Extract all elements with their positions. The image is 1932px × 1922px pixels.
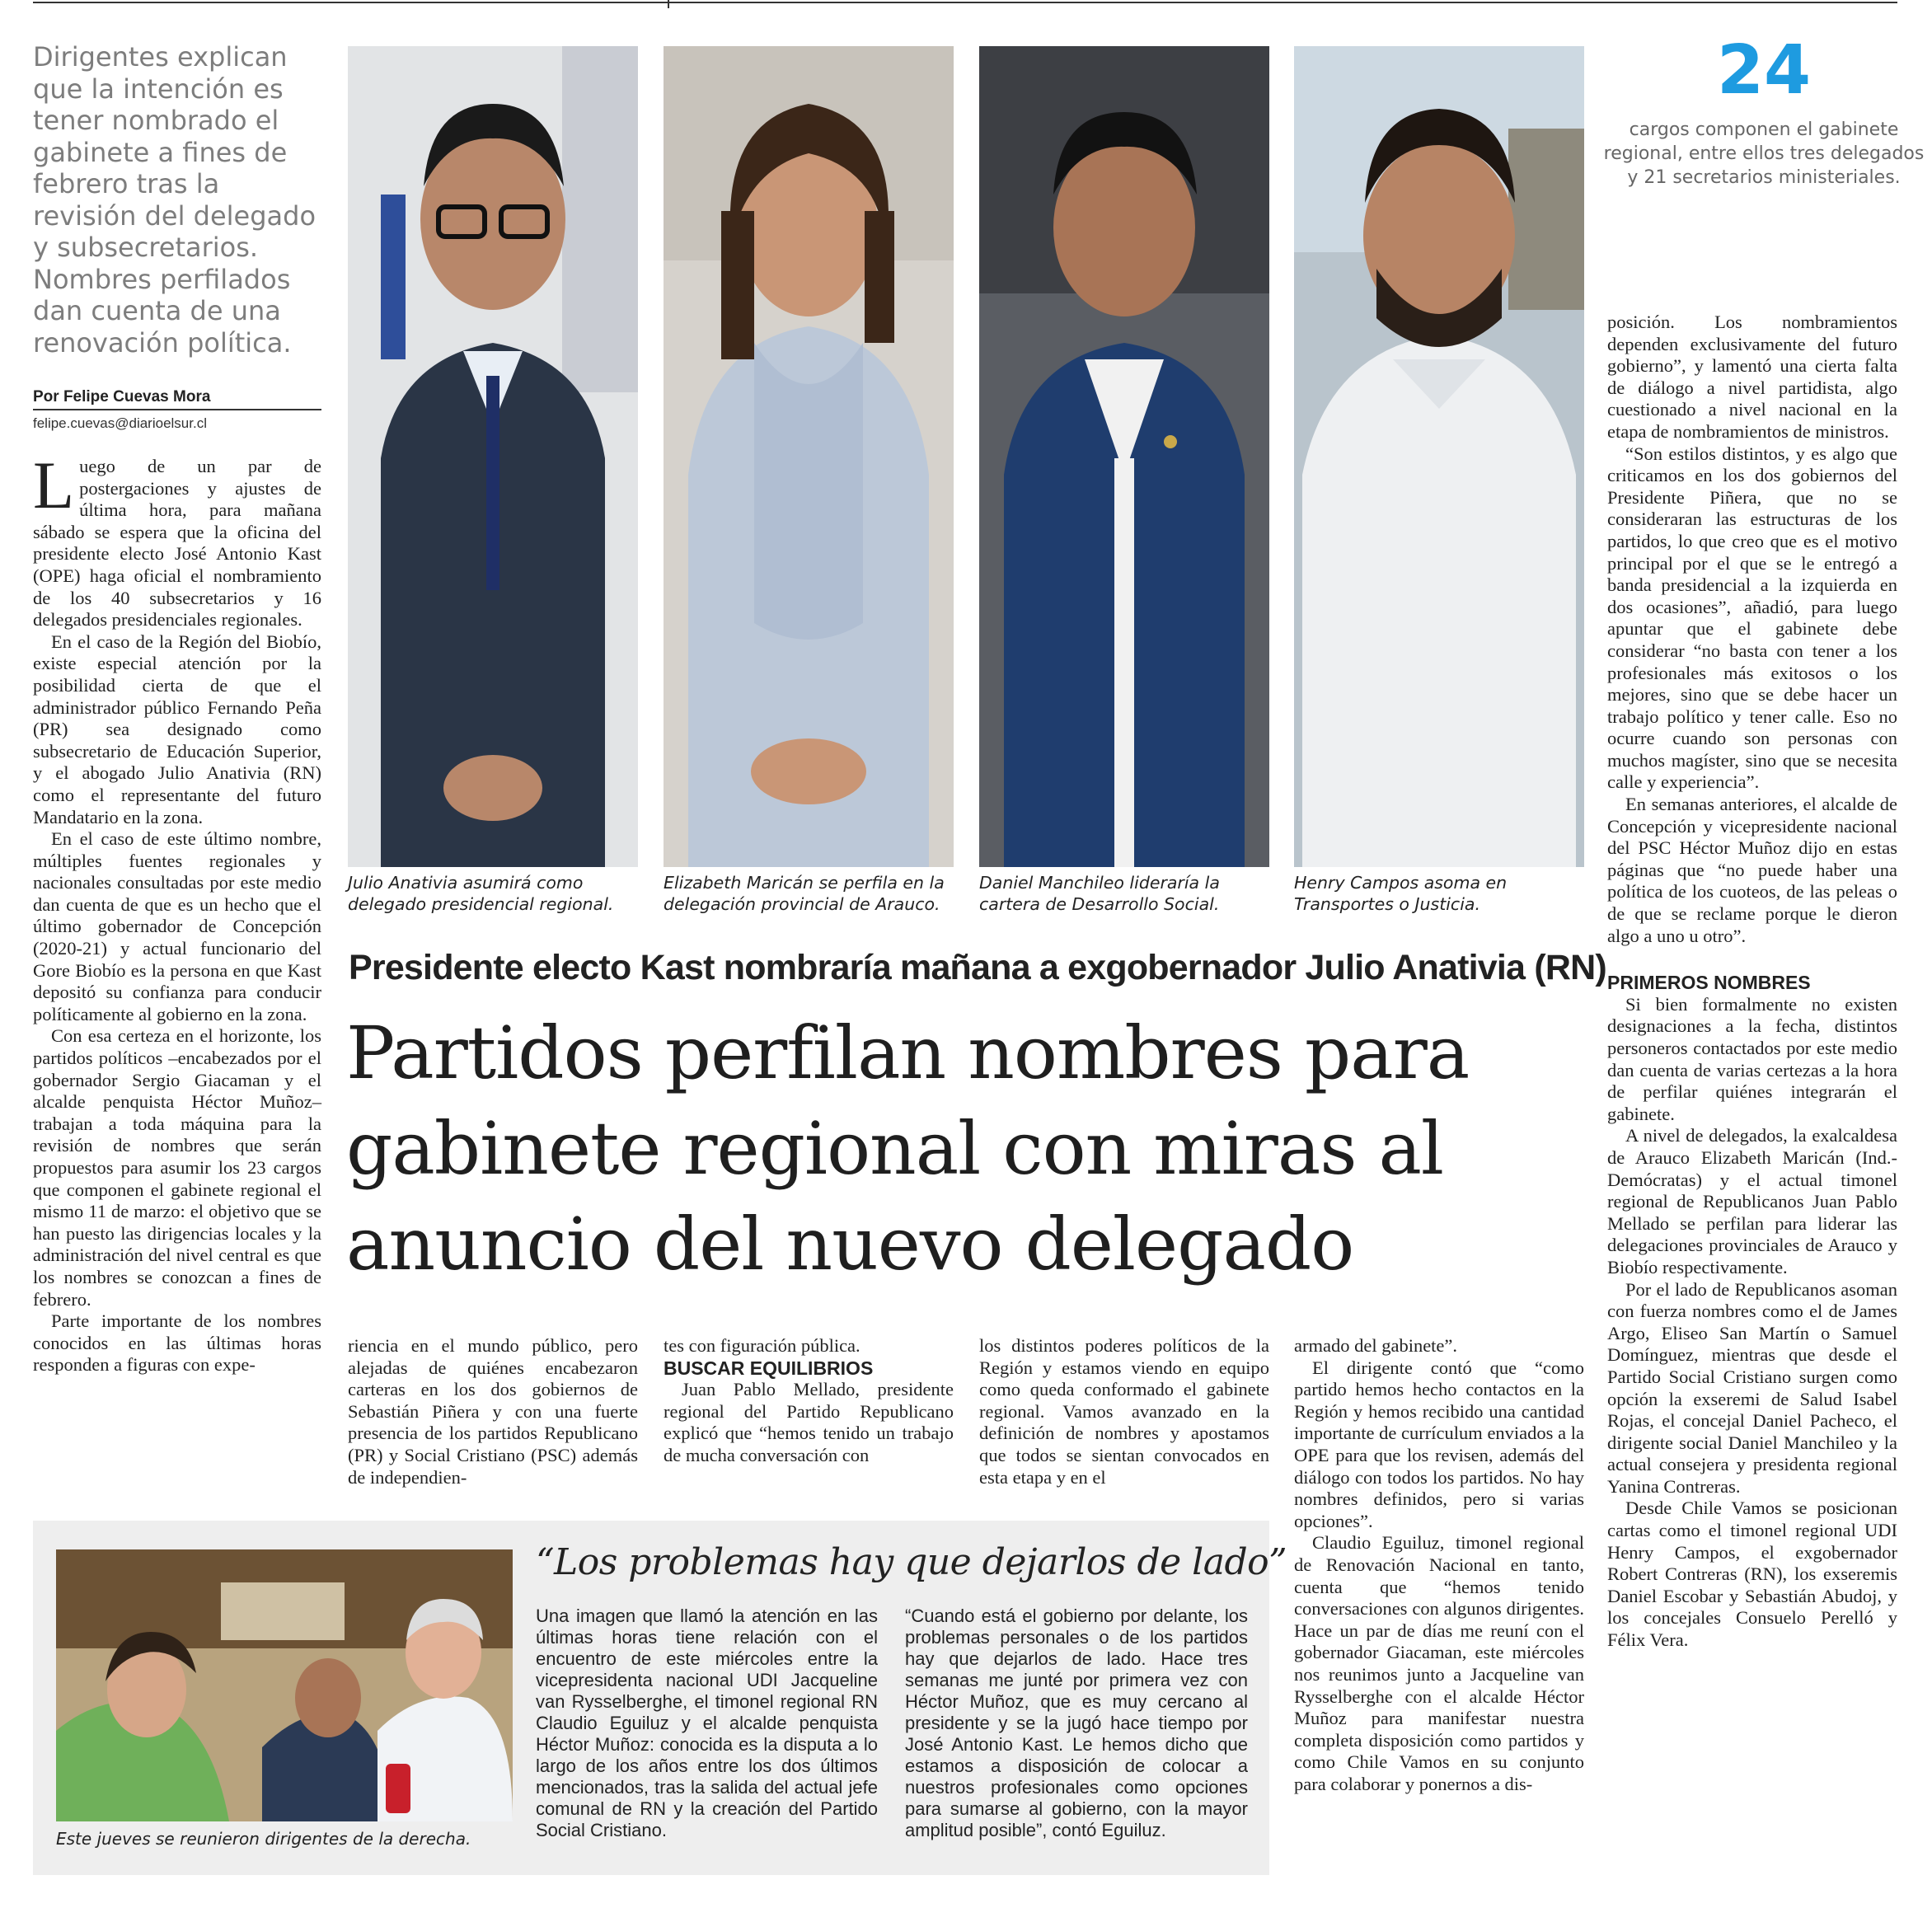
- top-rule: [33, 2, 1897, 3]
- article-dek: Dirigentes explican que la intención es tener nombrado el gabinete a fines de febrero tras la revisión del delegado y subsecretarios. Nombres perfilados dan cuenta de una renovación política.: [33, 41, 317, 359]
- photo-meeting-leaders: [56, 1549, 513, 1821]
- article-column-4: [979, 1335, 1269, 1488]
- paragraph: A nivel de delegados, la exalcaldesa de Arauco Elizabeth Maricán (Ind.-Demócratas) y el actual timonel regional de Republicanos Juan Pablo Mellado se perfilan para liderar las delegaciones provinciales de Arauco y Biobío respectivamente.: [1607, 1125, 1897, 1277]
- paragraph: El dirigente contó que “como partido hemos hecho contactos en la Región y hemos recibido una cantidad importante de currículum enviados a la OPE para que los revisen, además del diálogo con todos los partidos. No hay nombres definidos, pero si varias opciones”.: [1294, 1357, 1584, 1531]
- photo-caption: Daniel Manchileo lideraría la cartera de Desarrollo Social.: [979, 873, 1220, 914]
- stat-number: 24: [1716, 31, 1812, 110]
- paragraph: Parte importante de los nombres conocidos en las últimas horas responden a figuras con expe-: [33, 1310, 321, 1376]
- byline: [33, 388, 321, 432]
- photo-caption: Henry Campos asoma en Transportes o Justicia.: [1294, 873, 1508, 914]
- paragraph: Si bien formalmente no existen designaciones a la fecha, distintos personeros contactados por este medio dan cuenta de varias certezas a la hora de perfilar quiénes integrarán el gabinete.: [1607, 993, 1897, 1124]
- paragraph: Claudio Eguiluz, timonel regional de Renovación Nacional en tanto, cuenta que “hemos tenido conversaciones con algunos dirigentes. Hace un par de días me reuní con el gobernador Giacaman, este miércoles nos reunimos junto a Jacqueline van Rysselberghe con el alcalde Héctor Muñoz para manifestar nuestra completa disposición como partidos y como Chile Vamos en su conjunto para colaborar y ponernos a dis-: [1294, 1532, 1584, 1794]
- author-name: Por Felipe Cuevas Mora: [33, 388, 321, 410]
- article-column-6: [1607, 312, 1897, 1652]
- section-subhead: BUSCAR EQUILIBRIOS: [664, 1357, 874, 1379]
- drop-cap: L: [33, 448, 75, 523]
- paragraph: Luego de un par de postergaciones y ajustes de última hora, para mañana sábado se espera que la oficina del presidente electo José Antonio Kast (OPE) haga oficial el nombramiento de los 40 subsecretarios y 16 delegados presidenciales regionales.: [33, 448, 321, 631]
- article-column-2: [348, 1335, 638, 1488]
- paragraph: En semanas anteriores, el alcalde de Concepción y vicepresidente nacional del PSC Héctor Muñoz dijo en estas páginas que “no puede haber una política de los cuoteos, de las peleas o de que se reclame porque le dieron algo a uno u otro”.: [1607, 794, 1897, 946]
- photo-caption: Este jueves se reunieron dirigentes de la derecha.: [56, 1829, 471, 1849]
- article-headline: Partidos perfilan nombres para gabinete regional con miras al anuncio del nuevo delegado: [346, 1010, 1470, 1287]
- article-column-1: [33, 448, 321, 1376]
- article-column-3: [664, 1335, 954, 1467]
- photo-caption: Elizabeth Maricán se perfila en la delegación provincial de Arauco.: [664, 873, 945, 914]
- photo-henry-campos: [1294, 46, 1584, 867]
- paragraph: “Son estilos distintos, y es algo que criticamos en los dos gobiernos del Presidente Piñera, que no se consideraran las estructuras de los partidos, lo que creo que es el motivo principal por el que se le entregó a banda presidencial a la izquierda en dos ocasiones”, añadió, para luego apuntar que el gabinete debe considerar “no basta con tener a los profesionales más exitosos o los mejores, sino que se debe hacer un trabajo político y tener calle. Eso no ocurre cuando son personas con muchos magíster, sino que se necesita calle y experiencia”.: [1607, 443, 1897, 793]
- sidebar-column-2: “Cuando está el gobierno por delante, los problemas personales o de los partidos hay que dejarlos de lado. Hace tres semanas me junté por primera vez con Héctor Muñoz, que es muy cercano al presidente y se la jugó hace tiempo por José Antonio Kast. Le hemos dicho que estamos a disposición de colocar a nuestros profesionales como opciones para sumarse al gobierno, con la mayor amplitud posible”, contó Eguiluz.: [905, 1606, 1248, 1840]
- article-kicker: Presidente electo Kast nombraría mañana a exgobernador Julio Anativia (RN): [349, 948, 1606, 987]
- paragraph: armado del gabinete”.: [1294, 1335, 1458, 1356]
- sidebar-column-1: Una imagen que llamó la atención en las últimas horas tiene relación con el encuentro de este miércoles entre la vicepresidenta nacional UDI Jacqueline van Rysselberghe, el timonel regional RN Claudio Eguiluz y el alcalde penquista Héctor Muñoz: conocida es la disputa a lo largo de los años entre los dos últimos mencionados, tras la salida del actual jefe comunal de RN y la creación del Partido Social Cristiano.: [536, 1606, 878, 1840]
- paragraph: Desde Chile Vamos se posicionan cartas como el timonel regional UDI Henry Campos, el exgobernador Robert Contreras (RN), los exseremis Daniel Escobar y Sebastián Abudoj, y los concejales Consuelo Perelló y Félix Vera.: [1607, 1498, 1897, 1651]
- photo-elizabeth-marican: [664, 46, 954, 867]
- paragraph: riencia en el mundo público, pero alejadas de quiénes encabezaron carteras en los dos gobiernos de Sebastián Piñera y con una fuerte presencia de los partidos Republicano (PR) y Social Cristiano (PSC) además de independien-: [348, 1335, 638, 1488]
- article-column-5: [1294, 1335, 1584, 1795]
- sidebar-quote-title: “Los problemas hay que dejarlos de lado”: [536, 1541, 1287, 1583]
- paragraph: En el caso de la Región del Biobío, existe especial atención por la posibilidad cierta de que el administrador público Fernando Peña (PR) sea designado como subsecretario de Educación Superior, y el abogado Julio Anativia (RN) como el representante del futuro Mandatario en la zona.: [33, 631, 321, 827]
- paragraph: posición. Los nombramientos dependen exclusivamente del futuro gobierno”, y lamentó una cierta falta de diálogo a nivel partidista, algo cuestionado a nivel nacional en la etapa de nombramientos de ministros.: [1607, 312, 1897, 442]
- section-subhead: PRIMEROS NOMBRES: [1607, 972, 1811, 994]
- paragraph: En el caso de este último nombre, múltiples fuentes regionales y nacionales consultadas por este medio dan cuenta de que es un hecho que el último gobernador de Concepción (2020-21) y actual funcionario del Gore Biobío es la persona en que Kast depositó su confianza para conducir políticamente al gobierno en la zona.: [33, 828, 321, 1024]
- paragraph: Juan Pablo Mellado, presidente regional del Partido Republicano explicó que “hemos tenido un trabajo de mucha conversación con: [664, 1379, 954, 1465]
- paragraph: tes con figuración pública.: [664, 1335, 860, 1356]
- top-rule-tick: [668, 0, 669, 8]
- photo-caption: Julio Anativia asumirá como delegado presidencial regional.: [348, 873, 614, 914]
- author-email[interactable]: felipe.cuevas@diarioelsur.cl: [33, 415, 207, 431]
- photo-julio-anativia: [348, 46, 638, 867]
- paragraph: Por el lado de Republicanos asoman con fuerza nombres como el de James Argo, Eliseo San Martín o Samuel Domínguez, mientras que desde el Partido Social Cristiano surgen como opción la exseremi de Salud Isabel Rojas, el concejal Daniel Pacheco, el dirigente social Daniel Manchileo y la actual consejera y presidenta regional Yanina Contreras.: [1607, 1278, 1897, 1497]
- paragraph: Con esa certeza en el horizonte, los partidos políticos –encabezados por el gobernador Sergio Giacaman y el alcalde penquista Héctor Muñoz– trabajan a toda máquina para la revisión de nombres que serán propuestos para asumir los 23 cargos que componen el gabinete regional el mismo 11 de marzo: el objetivo que se han puesto las dirigencias locales y la administración del nivel central es que los nombres se conozcan a fines de febrero.: [33, 1025, 321, 1310]
- photo-daniel-manchileo: [979, 46, 1269, 867]
- stat-description: cargos componen el gabinete regional, entre ellos tres delegados y 21 secretarios ministeriales.: [1603, 120, 1925, 188]
- paragraph: los distintos poderes políticos de la Región y estamos viendo en equipo como queda conformado el gabinete regional. Vamos avanzado en la definición de nombres y apostamos que todos se sientan convocados en esta etapa y en el: [979, 1335, 1269, 1488]
